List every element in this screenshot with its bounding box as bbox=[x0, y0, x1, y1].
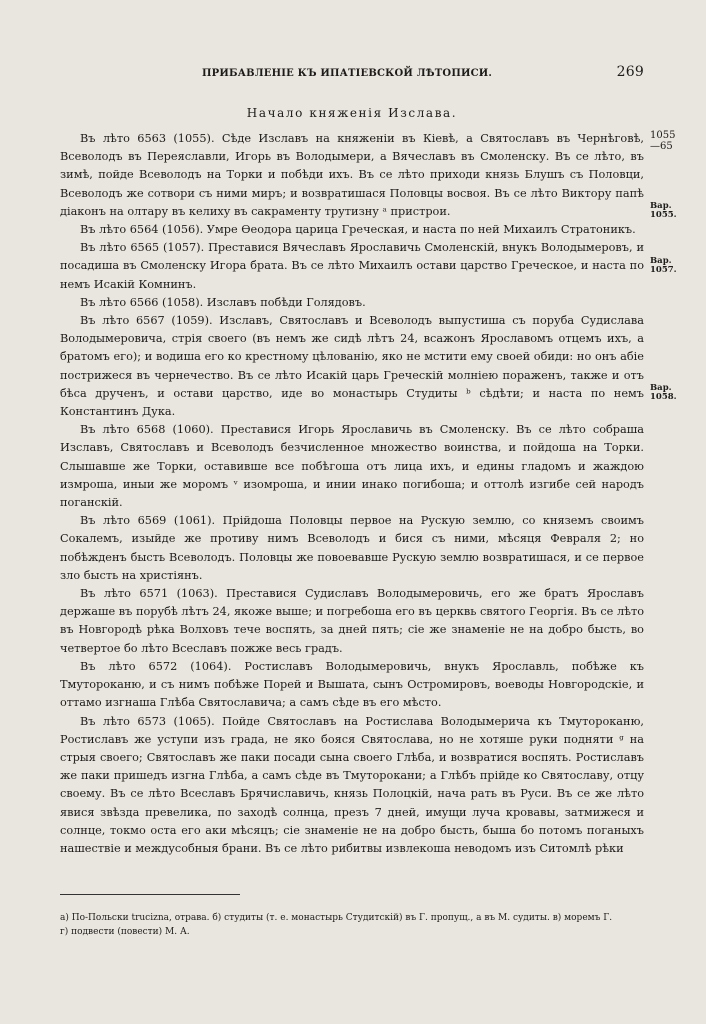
header-title: ПРИБАВЛЕНІЕ КЪ ИПАТІЕВСКОЙ ЛѢТОПИСИ. bbox=[202, 68, 493, 79]
entry-text: Въ лѣто 6566 (1058). Изславъ побѣди Голядовъ. bbox=[80, 295, 366, 309]
entry-6571 bbox=[60, 585, 644, 658]
margin-variant-text: Вар. 1057. bbox=[650, 256, 677, 276]
entry-text: Въ лѣто 6569 (1061). Прійдоша Половцы первое на Рускую землю, со княземъ своимъ Сокалемъ, изыйде же противу нимъ Всеволодъ и бися съ ними, мѣсяця Февраля 2; но побѣжденъ бысть Всеволодъ. Половцы же повоевавше Рускую землю возвратишася, и се первое зло бысть на христіянъ. bbox=[60, 514, 644, 582]
entry-text: Въ лѣто 6573 (1065). Пойде Святославъ на Ростислава Володымерича къ Тмутороканю, Ростиславъ же уступи изъ града, не яко бояся Святослава, но не хотяше руки подняти ᵍ на стрыя своего; Святославъ же паки посади сына своего Глѣба, и возвратися воспять. Ростиславъ же паки пришедъ изгна Глѣба, а самъ сѣде въ Тмуторокани; а Глѣбъ прійде ко Святославу, отцу своему. Въ се лѣто Всеславъ Брячиславичь, князь Полоцкій, нача рать въ Руси. Въ се же лѣто явися звѣзда превелика, по заходѣ солнца, презъ 7 дней, имущи луча кровавы, затмижеся и солнце, токмо оста его аки мѣсяцъ; сіе знаменіе не на добро бысть, быша бо потомъ поганыхъ нашествіе и междусобныя брани. Въ се лѣто рибитвы извлекоша неводомъ изъ Ситомлѣ рѣки bbox=[60, 714, 644, 855]
entry-text: Въ лѣто 6567 (1059). Изславъ, Святославъ и Всеволодъ выпустиша съ поруба Судислава Володымеровича, стрія своего (въ немъ же сидѣ лѣтъ 24, всажонъ Ярославомъ отцемъ ихъ, а братомъ его); и водиша его ко крестному цѣлованію, яко не мстити ему своей обиди: но онъ абіе пострижеся въ чернечество. Въ се лѣто Исакій царь Греческій молніею пораженъ, также и отъ бѣса друченъ, и остави царство, иде во монастырь Студиты ᵇ сѣдѣти; и наста по немъ Константинъ Дука. bbox=[60, 314, 644, 419]
page-number: 269 bbox=[616, 64, 644, 80]
section-title: Начало княженія Изслава. bbox=[246, 106, 458, 120]
margin-variant-1058 bbox=[650, 384, 690, 402]
margin-years bbox=[650, 130, 690, 152]
entry-6569 bbox=[60, 512, 644, 585]
margin-variant-text: Вар. 1058. bbox=[650, 383, 677, 403]
entry-6568 bbox=[60, 421, 644, 512]
footnote-line: г) подвести (повести) М. А. bbox=[60, 927, 190, 938]
margin-years-text: 1055 —65 bbox=[650, 130, 676, 152]
entry-text: Въ лѣто 6564 (1056). Умре Ѳеодора царица Греческая, и наста по ней Михаилъ Стратоникъ. bbox=[80, 223, 636, 237]
entry-6563 bbox=[60, 130, 677, 221]
entry-6565 bbox=[60, 239, 677, 294]
entry-text: Въ лѣто 6563 (1055). Сѣде Изславъ на княженіи въ Кіевѣ, а Святославъ въ Чернѣговѣ, Всеволодъ въ Переяславли, Игорь въ Володымери, а Вячеславъ въ Смоленску. Въ се лѣто, въ зимѣ, пойде Всеволодъ на Торки и побѣди ихъ. Въ се лѣто приходи князь Блушъ съ Половци, Всеволодъ же сотвори съ ними миръ; и возвратишася Половцы восвоя. Въ се лѣто Виктору папѣ діаконъ на олтару въ келиху въ сакраменту трутизну ᵃ пристрои. bbox=[60, 132, 644, 218]
running-header bbox=[60, 62, 644, 84]
entry-6567 bbox=[60, 312, 677, 421]
chronicle-text bbox=[60, 130, 677, 858]
margin-variant-1055 bbox=[650, 202, 690, 220]
entry-text: Въ лѣто 6568 (1060). Преставися Игорь Ярославичь въ Смоленску. Въ се лѣто собраша Изславъ, Святославъ и Всеволодъ безчисленное множество воинства, и пойдоша на Торки. Слышавше же Торки, оставивше все побѣгоша отъ лица ихъ, и едины гладомъ и жаждою измроша, иныи же моромъ ᵛ изомроша, и инии инако погибоша; и оттолѣ изгибе сей народъ поганскій. bbox=[60, 423, 644, 510]
footnote-line: а) По-Польски trucizna, отрава. б) студиты (т. е. монастырь Студитскій) въ Г. пропущ., а въ М. судиты. в) моремъ Г. bbox=[60, 913, 613, 924]
margin-variant-text: Вар. 1055. bbox=[650, 201, 677, 220]
footnotes bbox=[60, 911, 644, 939]
entry-6564 bbox=[60, 221, 644, 239]
entry-6566 bbox=[60, 294, 644, 312]
entry-text: Въ лѣто 6572 (1064). Ростиславъ Володымеровичь, внукъ Ярославль, побѣже къ Тмутороканю, и съ нимъ побѣже Порей и Вышата, сынъ Остромировъ, воеводы Новгородскіе, и оттамо изгнаша Глѣба Святославича; а самъ сѣде въ его мѣсто. bbox=[60, 659, 644, 710]
margin-variant-1057 bbox=[650, 257, 690, 275]
entry-6572 bbox=[60, 658, 644, 713]
entry-text: Въ лѣто 6565 (1057). Преставися Вячеславъ Ярославичь Смоленскій, внукъ Володымеровъ, и посадиша въ Смоленску Игора брата. Въ се лѣто Михаилъ остави царство Греческое, и наста по немъ Исакій Комнинъ. bbox=[60, 241, 644, 291]
entry-text: Въ лѣто 6571 (1063). Преставися Судиславъ Володымеровичь, его же братъ Ярославъ держаше въ порубѣ лѣтъ 24, якоже выше; и погребоша его въ церквь святого Георгія. Въ се лѣто въ Новгородѣ рѣка Волховъ тече воспять, за дней пять; сіе же знаменіе не на добро бысть, во четвертое бо лѣто Всеславъ пожже весь градъ. bbox=[60, 587, 644, 655]
footnote-divider bbox=[60, 894, 240, 895]
entry-6573 bbox=[60, 713, 644, 859]
